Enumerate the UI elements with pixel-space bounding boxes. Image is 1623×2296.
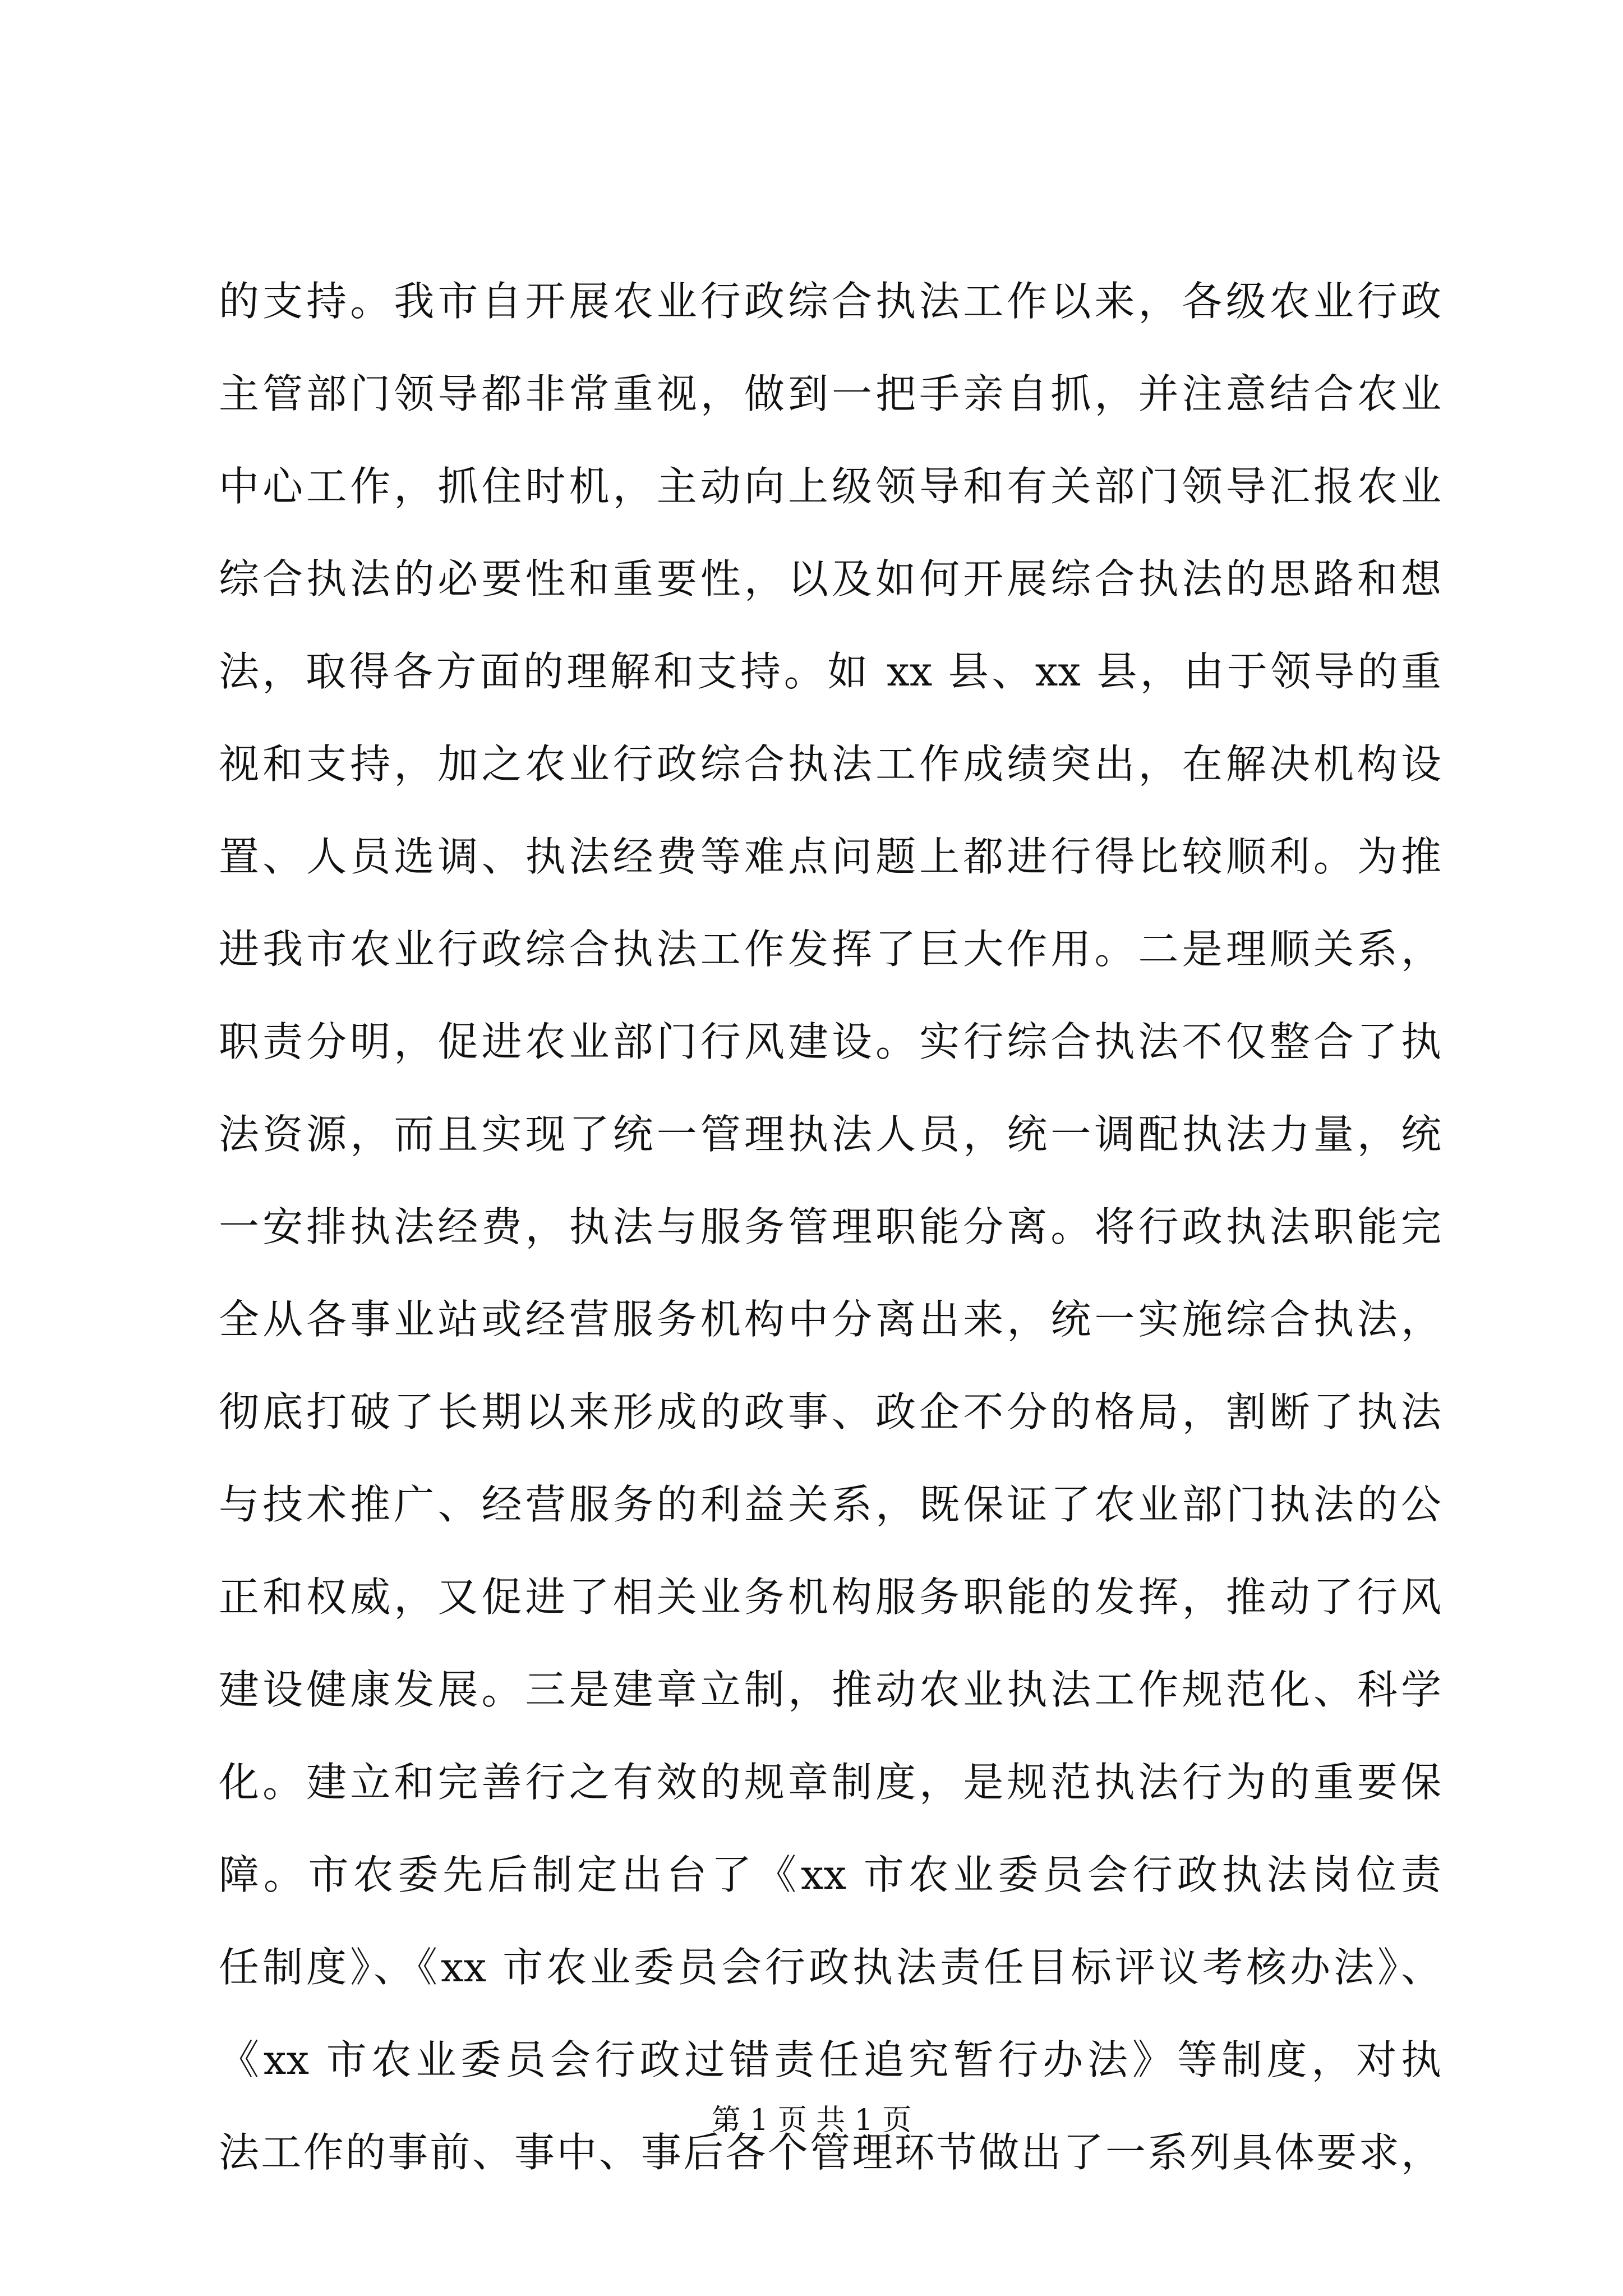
text-line: 《xx 市农业委员会行政过错责任追究暂行办法》等制度，对执 xyxy=(219,2036,1441,2083)
text-line: 全从各事业站或经营服务机构中分离出来，统一实施综合执法， xyxy=(219,1296,1441,1343)
text-line: 的支持。我市自开展农业行政综合执法工作以来，各级农业行政 xyxy=(219,278,1441,325)
text-line: 一安排执法经费，执法与服务管理职能分离。将行政执法职能完 xyxy=(219,1203,1441,1250)
text-line: 进我市农业行政综合执法工作发挥了巨大作用。二是理顺关系， xyxy=(219,926,1441,973)
text-line: 任制度》、《xx 市农业委员会行政执法责任目标评议考核办法》、 xyxy=(219,1944,1441,1991)
page-number-label: 第 1 页 共 1 页 xyxy=(711,2104,912,2137)
text-line: 彻底打破了长期以来形成的政事、政企不分的格局，割断了执法 xyxy=(219,1388,1441,1435)
page-footer xyxy=(0,2101,1623,2140)
text-line: 法工作的事前、事中、事后各个管理环节做出了一系列具体要求， xyxy=(219,2129,1441,2176)
text-line: 中心工作，抓住时机，主动向上级领导和有关部门领导汇报农业 xyxy=(219,463,1441,510)
text-line: 视和支持，加之农业行政综合执法工作成绩突出，在解决机构设 xyxy=(219,740,1441,788)
body-text xyxy=(219,255,1441,2199)
text-line: 主管部门领导都非常重视，做到一把手亲自抓，并注意结合农业 xyxy=(219,370,1441,417)
text-line: 化。建立和完善行之有效的规章制度，是规范执法行为的重要保 xyxy=(219,1759,1441,1806)
text-line: 建设健康发展。三是建章立制，推动农业执法工作规范化、科学 xyxy=(219,1666,1441,1713)
text-line: 综合执法的必要性和重要性，以及如何开展综合执法的思路和想 xyxy=(219,555,1441,602)
text-line: 职责分明，促进农业部门行风建设。实行综合执法不仅整合了执 xyxy=(219,1018,1441,1065)
text-line: 置、人员选调、执法经费等难点问题上都进行得比较顺利。为推 xyxy=(219,833,1441,880)
text-line: 障。市农委先后制定出台了《xx 市农业委员会行政执法岗位责 xyxy=(219,1851,1441,1898)
text-line: 法资源，而且实现了统一管理执法人员，统一调配执法力量，统 xyxy=(219,1111,1441,1158)
text-line: 正和权威，又促进了相关业务机构服务职能的发挥，推动了行风 xyxy=(219,1573,1441,1621)
text-line: 法，取得各方面的理解和支持。如 xx 县、xx 县，由于领导的重 xyxy=(219,648,1441,695)
text-line: 与技术推广、经营服务的利益关系，既保证了农业部门执法的公 xyxy=(219,1481,1441,1528)
